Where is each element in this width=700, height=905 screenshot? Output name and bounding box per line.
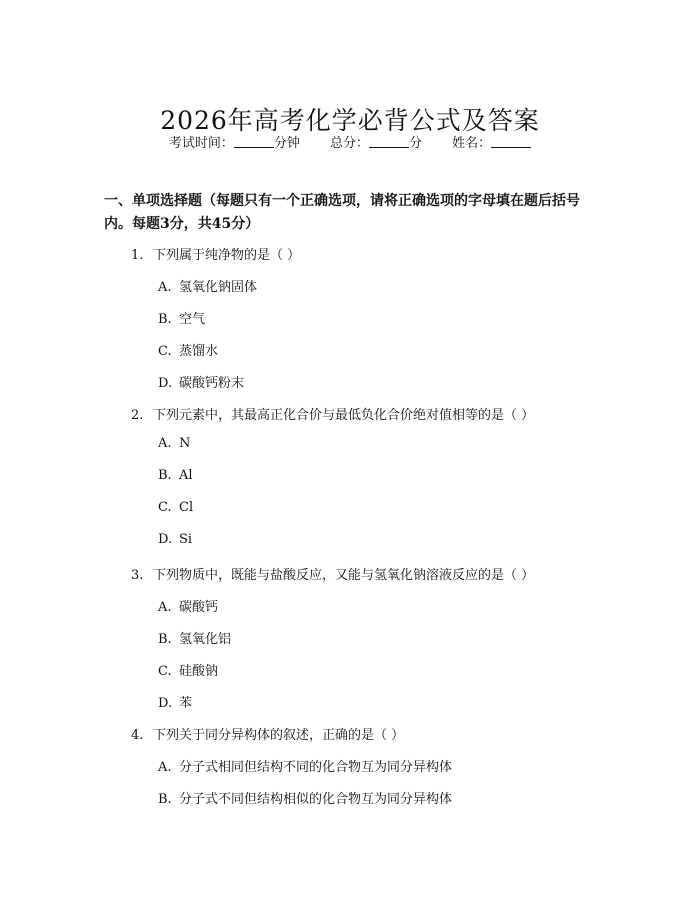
option-text: N [179,436,191,451]
question-number: 1. [131,248,144,263]
question-4-option-a[interactable] [158,756,452,775]
option-letter: B. [158,792,172,807]
question-4-option-b[interactable] [158,788,452,807]
option-letter: C. [158,664,172,679]
option-text: 氢氧化铝 [179,632,232,647]
question-number: 4. [131,728,144,743]
option-text: 分子式相同但结构不同的化合物互为同分异构体 [179,760,453,775]
option-letter: D. [158,696,173,711]
option-text: Cl [179,500,194,515]
exam-time-label: 考试时间： [168,136,234,151]
option-letter: A. [158,280,172,295]
option-text: 氢氧化钠固体 [179,280,258,295]
option-text: 碳酸钙粉末 [179,376,245,391]
question-text: 下列物质中，既能与盐酸反应，又能与氢氧化钠溶液反应的是（ ） [153,568,535,583]
option-letter: C. [158,500,172,515]
question-3-option-b[interactable] [158,628,231,647]
question-2-option-d[interactable] [158,532,192,547]
option-text: 碳酸钙 [179,600,219,615]
question-4 [131,724,404,743]
exam-time-blank[interactable] [234,135,274,148]
option-letter: B. [158,468,172,483]
student-name-field [452,132,531,151]
question-text: 下列元素中，其最高正化合价与最低负化合价绝对值相等的是（ ） [153,408,535,423]
document-title: 2026年高考化学必背公式及答案 [160,105,540,135]
section-heading: 一、单项选择题（每题只有一个正确选项，请将正确选项的字母填在题后括号内。每题3分，共45分） [104,193,580,232]
exam-info-line [0,132,700,151]
student-name-label: 姓名： [452,136,492,151]
option-letter: A. [158,436,172,451]
exam-time-field [169,132,300,151]
question-1-option-b[interactable] [158,308,205,327]
student-name-blank[interactable] [491,135,531,148]
option-letter: B. [158,632,172,647]
total-score-field [330,132,422,151]
total-score-unit: 分 [409,136,423,151]
question-1 [131,244,300,263]
question-1-option-d[interactable] [158,372,244,391]
question-3 [131,564,534,583]
question-2-option-c[interactable] [158,500,193,515]
option-letter: A. [158,600,172,615]
option-text: 硅酸钠 [179,664,219,679]
option-letter: D. [158,376,173,391]
question-text: 下列关于同分异构体的叙述，正确的是（ ） [153,728,405,743]
question-3-option-c[interactable] [158,660,218,679]
question-2-option-a[interactable] [158,436,190,451]
option-letter: A. [158,760,172,775]
question-number: 3. [131,568,144,583]
option-letter: B. [158,312,172,327]
question-2 [131,404,534,423]
option-text: 空气 [179,312,206,327]
total-score-label: 总分： [329,136,369,151]
question-number: 2. [131,408,144,423]
total-score-blank[interactable] [369,135,409,148]
question-3-option-d[interactable] [158,692,192,711]
option-text: Si [179,532,193,547]
option-letter: C. [158,344,172,359]
option-text: Al [179,468,193,483]
question-2-option-b[interactable] [158,468,193,483]
question-1-option-c[interactable] [158,340,218,359]
exam-time-unit: 分钟 [273,136,300,151]
question-3-option-a[interactable] [158,596,218,615]
option-letter: D. [158,532,173,547]
question-1-option-a[interactable] [158,276,257,295]
option-text: 分子式不同但结构相似的化合物互为同分异构体 [179,792,453,807]
question-text: 下列属于纯净物的是（ ） [153,248,301,263]
option-text: 苯 [179,696,193,711]
option-text: 蒸馏水 [179,344,219,359]
